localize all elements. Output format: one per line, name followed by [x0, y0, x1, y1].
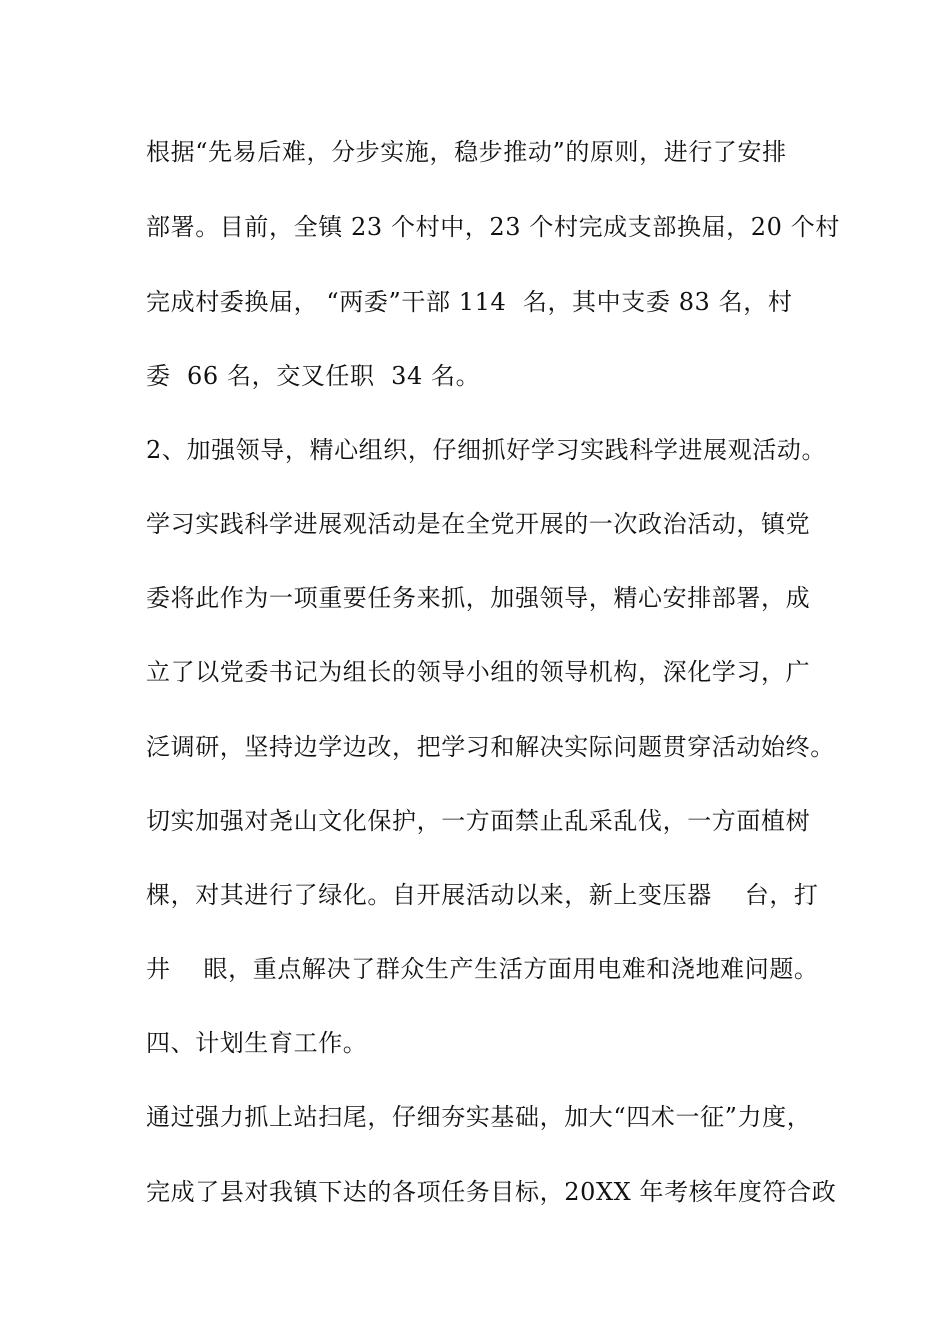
text-line: 立了以党委书记为组长的领导小组的领导机构，深化学习，广	[146, 658, 811, 686]
text-line: 井 眼，重点解决了群众生产生活方面用电难和浇地难问题。	[146, 955, 819, 983]
text-line: 完成村委换届， “两委”干部 114 名，其中支委 83 名，村	[146, 288, 793, 316]
section-heading: 四、计划生育工作。	[146, 1029, 368, 1057]
text-line: 泛调研，坚持边学边改，把学习和解决实际问题贯穿活动始终。	[146, 733, 835, 761]
text-line: 切实加强对尧山文化保护，一方面禁止乱采乱伐，一方面植树	[146, 807, 811, 835]
text-line: 委 66 名，交叉任职 34 名。	[146, 362, 481, 390]
text-line: 学习实践科学进展观活动是在全党开展的一次政治活动，镇党	[146, 510, 811, 538]
text-line: 部署。目前，全镇 23 个村中，23 个村完成支部换届，20 个村	[146, 213, 840, 241]
text-line: 委将此作为一项重要任务来抓，加强领导，精心安排部署，成	[146, 584, 811, 612]
text-line: 通过强力抓上站扫尾，仔细夯实基础，加大“四术一征”力度，	[146, 1103, 812, 1131]
text-line: 根据“先易后难，分步实施，稳步推动”的原则，进行了安排	[146, 138, 787, 166]
text-line: 棵，对其进行了绿化。自开展活动以来，新上变压器 台，打	[146, 881, 819, 909]
text-line: 完成了县对我镇下达的各项任务目标，20XX 年考核年度符合政	[146, 1178, 837, 1206]
section-heading: 2、加强领导，精心组织，仔细抓好学习实践科学进展观活动。	[146, 436, 827, 464]
